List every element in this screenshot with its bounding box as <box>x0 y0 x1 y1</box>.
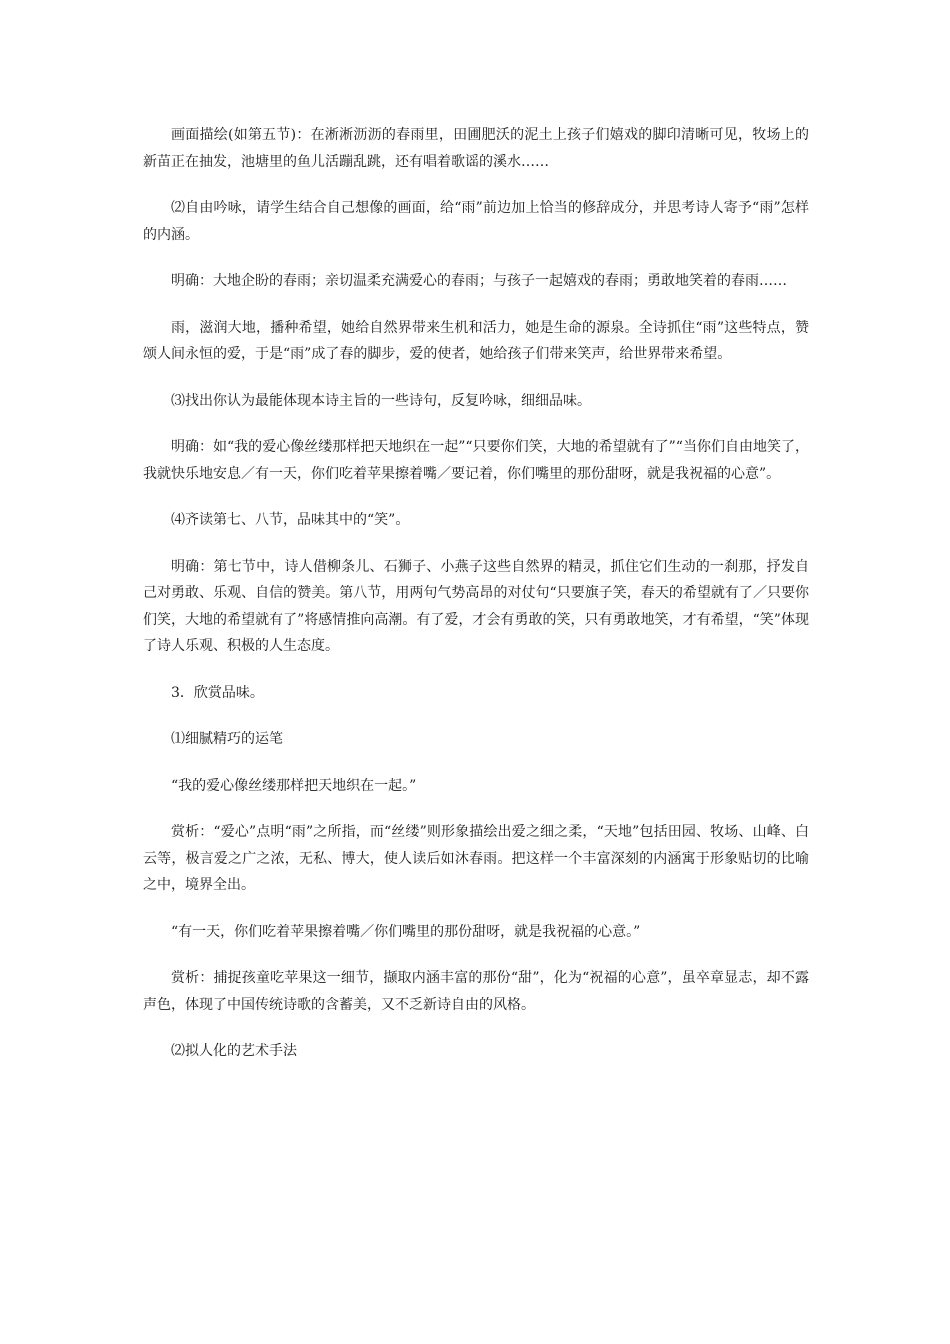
paragraph-answer-rain-modifiers: 明确：大地企盼的春雨；亲切温柔充满爱心的春雨；与孩子一起嬉戏的春雨；勇敢地笑着的春雨…… <box>171 273 787 289</box>
paragraph-rain-meaning: 雨，滋润大地，播种希望，她给自然界带来生机和活力，她是生命的源泉。全诗抓住“雨”这些特点，赞颂人间永恒的爱，于是“雨”成了春的脚步，爱的使者，她给孩子们带来笑声，给世界带来希望。 <box>143 319 809 362</box>
paragraph-answer-laugh: 明确：第七节中，诗人借柳条儿、石狮子、小燕子这些自然界的精灵，抓住它们生动的一刹那，抒发自己对勇敢、乐观、自信的赞美。第八节，用两句气势高昂的对仗句“只要旗子笑，春天的希望就有了／只要你们笑，大地的希望就有了”将感情推向高潮。有了爱，才会有勇敢的笑，只有勇敢地笑，才有希望，“笑”体现了诗人乐观、积极的人生态度。 <box>143 558 809 654</box>
paragraph-task-read-laugh: ⑷齐读第七、八节，品味其中的“笑”。 <box>171 512 410 528</box>
paragraph-task-find-theme-lines: ⑶找出你认为最能体现本诗主旨的一些诗句，反复吟咏，细细品味。 <box>171 392 591 409</box>
paragraph-appreciation-apples: 赏析：捕捉孩童吃苹果这一细节，撷取内涵丰富的那份“甜”，化为“祝福的心意”，虽卒章显志，却不露声色，体现了中国传统诗歌的含蓄美，又不乏新诗自由的风格。 <box>143 970 809 1013</box>
paragraph-answer-theme-lines: 明确：如“我的爱心像丝缕那样把天地织在一起”“只要你们笑，大地的希望就有了”“当你们自由地笑了，我就快乐地安息／有一天，你们吃着苹果擦着嘴／要记着，你们嘴里的那份甜呀，就是我祝福的心意”。 <box>143 439 809 482</box>
paragraph-appreciation-silk: 赏析：“爱心”点明“雨”之所指，而“丝缕”则形象描绘出爱之细之柔，“天地”包括田园、牧场、山峰、白云等，极言爱之广之浓，无私、博大，使人读后如沐春雨。把这样一个丰富深刻的内涵寓于形象贴切的比喻之中，境界全出。 <box>143 824 809 893</box>
paragraph-task-free-recitation: ⑵自由吟咏，请学生结合自己想像的画面，给“雨”前边加上恰当的修辞成分，并思考诗人寄予“雨”怎样的内涵。 <box>143 200 809 243</box>
subheading-delicate-writing: ⑴细腻精巧的运笔 <box>171 731 283 747</box>
quote-eating-apples: “有一天，你们吃着苹果擦着嘴／你们嘴里的那份甜呀，就是我祝福的心意。” <box>171 923 641 940</box>
section-heading-appreciation: 3．欣赏品味。 <box>171 684 264 701</box>
paragraph-scene-description: 画面描绘(如第五节)：在淅淅沥沥的春雨里，田圃肥沃的泥土上孩子们嬉戏的脚印清晰可见，牧场上的新苗正在抽发，池塘里的鱼儿活蹦乱跳，还有唱着歌谣的溪水…… <box>143 127 809 170</box>
document-body <box>143 122 809 1085</box>
subheading-personification: ⑵拟人化的艺术手法 <box>171 1043 297 1059</box>
quote-love-like-silk: “我的爱心像丝缕那样把天地织在一起。” <box>171 777 417 794</box>
